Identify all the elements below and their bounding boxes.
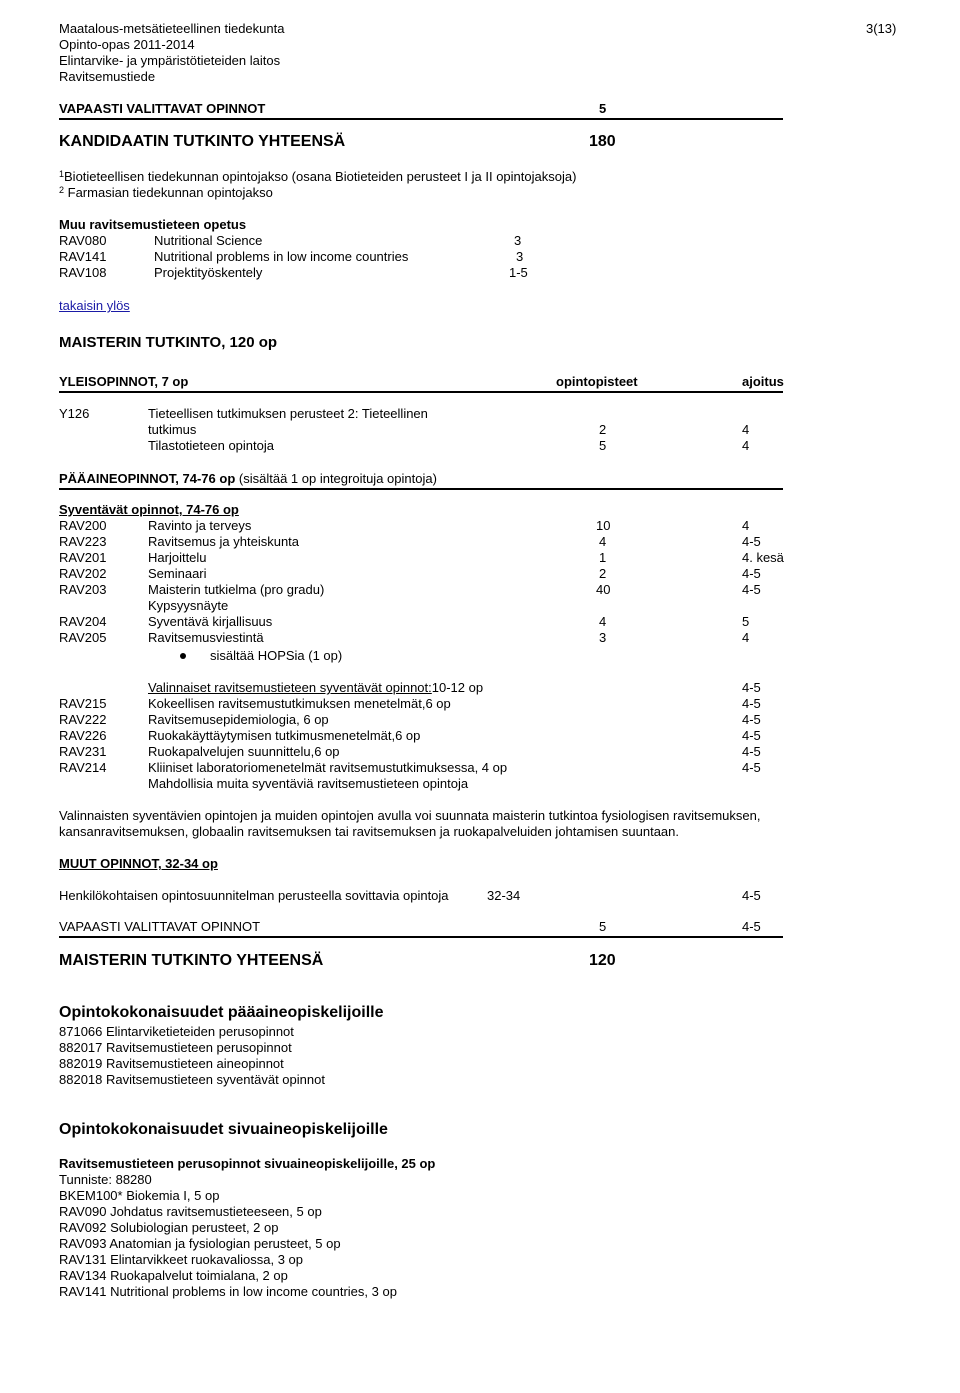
list-item: 882019 Ravitsemustieteen aineopinnot (59, 1056, 284, 1071)
course-timing: 4-5 (742, 534, 761, 549)
course-name: Ruokakäyttäytymisen tutkimusmenetelmät,6 op (148, 728, 421, 743)
course-name: Ravitsemusviestintä (148, 630, 264, 645)
course-timing: 4. kesä (742, 550, 784, 565)
master-total-label: MAISTERIN TUTKINTO YHTEENSÄ (59, 952, 324, 969)
course-code: RAV223 (59, 534, 107, 549)
personal-timing: 4-5 (742, 888, 761, 903)
course-credits: 1 (599, 550, 607, 565)
course-timing: 4-5 (742, 744, 761, 759)
course-code: RAV200 (59, 518, 107, 533)
course-code: RAV201 (59, 550, 107, 565)
divider (59, 391, 783, 393)
course-code: RAV141 (59, 249, 107, 264)
master-free-timing: 4-5 (742, 919, 761, 934)
header-department: Elintarvike- ja ympäristötieteiden laitos (59, 53, 281, 68)
course-credits: 2 (599, 566, 607, 581)
course-credits: 40 (596, 582, 611, 597)
minor-modules-subtitle: Ravitsemustieteen perusopinnot sivuaineopiskelijoille, 25 op (59, 1156, 436, 1171)
header-guide: Opinto-opas 2011-2014 (59, 37, 195, 52)
course-code: RAV214 (59, 760, 107, 775)
master-title: MAISTERIN TUTKINTO, 120 op (59, 334, 278, 351)
master-free-label: VAPAASTI VALITTAVAT OPINNOT (59, 919, 261, 934)
course-code: RAV108 (59, 265, 107, 280)
optional-studies-heading: Valinnaiset ravitsemustieteen syventävät opinnot:10-12 op (148, 680, 484, 695)
footnote-2: $^2$ Farmasian tiedekunnan opintojakso (59, 185, 273, 200)
list-item: 882017 Ravitsemustieteen perusopinnot (59, 1040, 292, 1055)
course-timing: 4 (742, 422, 750, 437)
list-item: Tunniste: 88280 (59, 1172, 152, 1187)
course-name: Tilastotieteen opintoja (148, 438, 274, 453)
list-item: RAV131 Elintarvikkeet ruokavaliossa, 3 op (59, 1252, 303, 1267)
divider (59, 936, 783, 938)
course-timing: 4-5 (742, 728, 761, 743)
other-teaching-title: Muu ravitsemustieteen opetus (59, 217, 247, 232)
course-name: Projektityöskentely (154, 265, 263, 280)
course-timing: 4-5 (742, 680, 761, 695)
master-total-value: 120 (589, 952, 616, 969)
course-credits: 3 (516, 249, 524, 264)
course-code: RAV204 (59, 614, 107, 629)
header-subject: Ravitsemustiede (59, 69, 156, 84)
course-code: RAV203 (59, 582, 107, 597)
course-code: RAV226 (59, 728, 107, 743)
page-number: 3(13) (866, 21, 897, 36)
list-item: RAV093 Anatomian ja fysiologian perusteet, 5 op (59, 1236, 341, 1251)
maturity-sample-label: Kypsyysnäyte (148, 598, 229, 613)
course-timing: 4-5 (742, 566, 761, 581)
bachelor-free-value: 5 (599, 101, 607, 116)
course-name: Nutritional problems in low income countries (154, 249, 409, 264)
course-credits: 1-5 (509, 265, 528, 280)
major-studies-heading: PÄÄAINEOPINNOT, 74-76 op (sisältää 1 op integroituja opintoja) (59, 471, 437, 486)
footnote-1: $^1$Biotieteellisen tiedekunnan opintojakso (osana Biotieteiden perusteet I ja II opintojaksoja) (59, 169, 577, 184)
list-item: 882018 Ravitsemustieteen syventävät opinnot (59, 1072, 325, 1087)
course-code: RAV215 (59, 696, 107, 711)
course-name: Ravitsemusepidemiologia, 6 op (148, 712, 329, 727)
column-timing: ajoitus (742, 374, 784, 389)
major-modules-title: Opintokokonaisuudet pääaineopiskelijoille (59, 1004, 384, 1021)
course-timing: 4-5 (742, 712, 761, 727)
course-name: Seminaari (148, 566, 207, 581)
list-item: RAV141 Nutritional problems in low income countries, 3 op (59, 1284, 397, 1299)
course-name: Kliiniset laboratoriomenetelmät ravitsemustutkimuksessa, 4 op (148, 760, 508, 775)
course-name: Ruokapalvelujen suunnittelu,6 op (148, 744, 340, 759)
course-credits: 5 (599, 438, 607, 453)
column-credits: opintopisteet (556, 374, 638, 389)
course-credits: 4 (599, 534, 607, 549)
course-credits: 4 (599, 614, 607, 629)
course-name: Tieteellisen tutkimuksen perusteet 2: Tieteellinen (148, 406, 428, 421)
course-name: Kokeellisen ravitsemustutkimuksen menetelmät,6 op (148, 696, 451, 711)
bachelor-total-label: KANDIDAATIN TUTKINTO YHTEENSÄ (59, 133, 346, 150)
general-studies-label: YLEISOPINNOT, 7 op (59, 374, 189, 389)
course-timing: 4-5 (742, 582, 761, 597)
course-timing: 4 (742, 518, 750, 533)
paragraph-line: kansanravitsemuksen, globaalin ravitsemuksen tai ravitsemuksen ja ruokapalveluiden johtamisen suuntaan. (59, 824, 680, 839)
paragraph-line: Valinnaisten syventävien opintojen ja muiden opintojen avulla voi suunnata maisterin tutkintoa fysiologisen ravitsemuksen, (59, 808, 761, 823)
course-name: Maisterin tutkielma (pro gradu) (148, 582, 325, 597)
other-studies-label: MUUT OPINNOT, 32-34 op (59, 856, 218, 871)
list-item: BKEM100* Biokemia I, 5 op (59, 1188, 220, 1203)
course-timing: 4 (742, 630, 750, 645)
minor-modules-title: Opintokokonaisuudet sivuaineopiskelijoille (59, 1121, 388, 1138)
course-name: Nutritional Science (154, 233, 263, 248)
course-code: RAV080 (59, 233, 107, 248)
header-faculty: Maatalous-metsätieteellinen tiedekunta (59, 21, 285, 36)
bachelor-free-label: VAPAASTI VALITTAVAT OPINNOT (59, 101, 266, 116)
course-name: Ravinto ja terveys (148, 518, 252, 533)
other-possible-studies: Mahdollisia muita syventäviä ravitsemustieteen opintoja (148, 776, 469, 791)
course-code: Y126 (59, 406, 90, 421)
course-timing: 5 (742, 614, 750, 629)
course-credits: 3 (599, 630, 607, 645)
master-free-credits: 5 (599, 919, 607, 934)
divider (59, 488, 783, 490)
list-item: 871066 Elintarviketieteiden perusopinnot (59, 1024, 294, 1039)
course-timing: 4-5 (742, 696, 761, 711)
personal-credits: 32-34 (487, 888, 521, 903)
course-code: RAV202 (59, 566, 107, 581)
hops-note: sisältää HOPSia (1 op) (210, 648, 343, 663)
advanced-studies-label: Syventävät opinnot, 74-76 op (59, 502, 239, 517)
divider (59, 118, 783, 120)
course-name-cont: tutkimus (148, 422, 197, 437)
bullet-icon (180, 653, 186, 659)
course-code: RAV231 (59, 744, 107, 759)
list-item: RAV092 Solubiologian perusteet, 2 op (59, 1220, 279, 1235)
course-credits: 3 (514, 233, 522, 248)
course-code: RAV222 (59, 712, 107, 727)
course-timing: 4 (742, 438, 750, 453)
course-name: Harjoittelu (148, 550, 207, 565)
course-timing: 4-5 (742, 760, 761, 775)
course-code: RAV205 (59, 630, 107, 645)
back-to-top-link[interactable]: takaisin ylös (59, 298, 130, 313)
list-item: RAV134 Ruokapalvelut toimialana, 2 op (59, 1268, 288, 1283)
course-name: Syventävä kirjallisuus (148, 614, 273, 629)
list-item: RAV090 Johdatus ravitsemustieteeseen, 5 op (59, 1204, 322, 1219)
course-credits: 10 (596, 518, 611, 533)
course-name: Ravitsemus ja yhteiskunta (148, 534, 300, 549)
personal-plan: Henkilökohtaisen opintosuunnitelman perusteella sovittavia opintoja (59, 888, 449, 903)
course-credits: 2 (599, 422, 607, 437)
bachelor-total-value: 180 (589, 133, 616, 150)
